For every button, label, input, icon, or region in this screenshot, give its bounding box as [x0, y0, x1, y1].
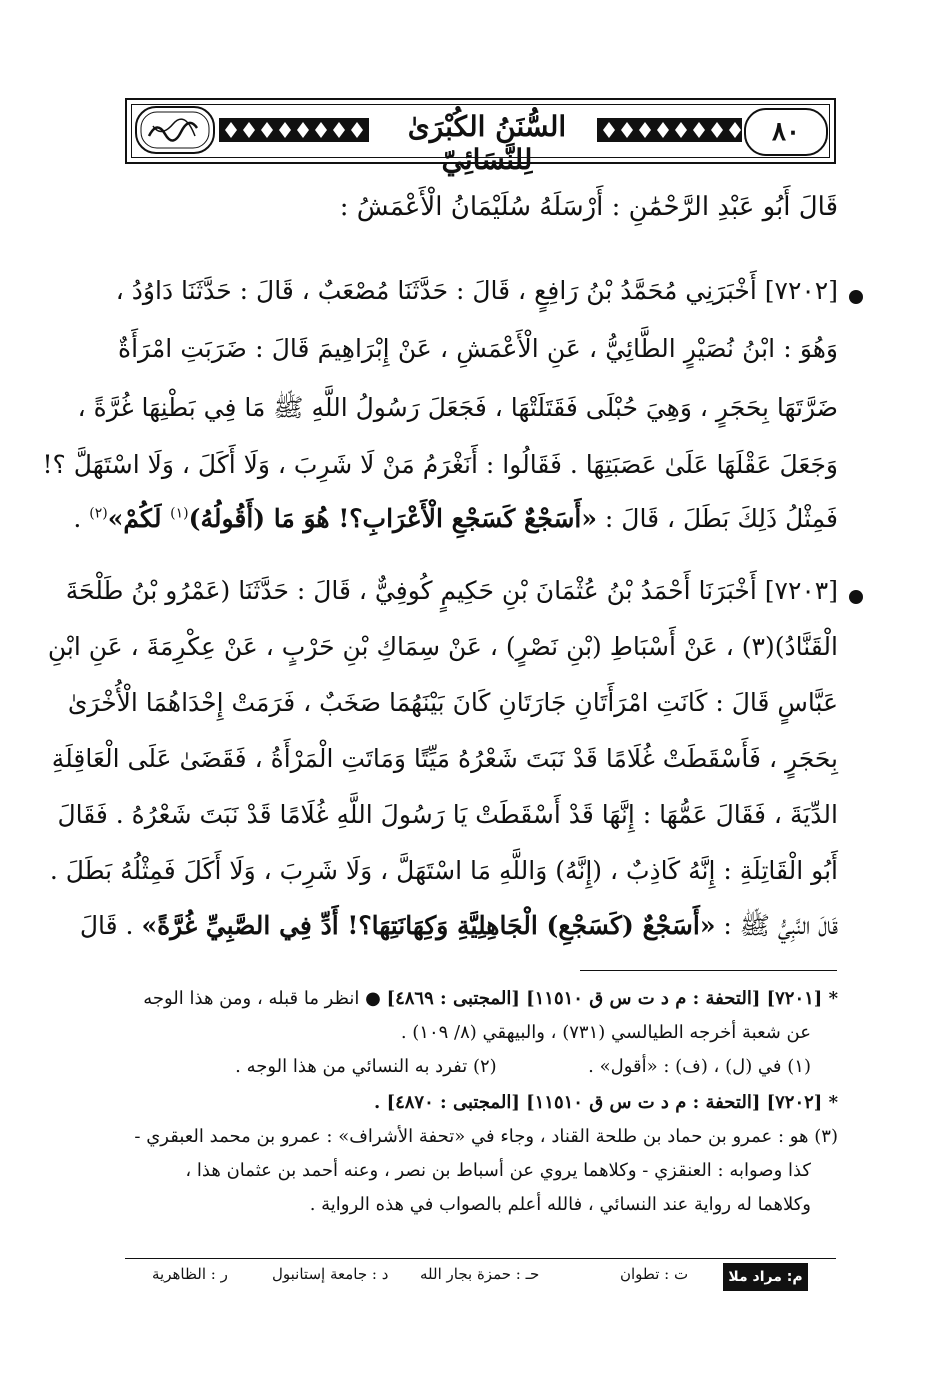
- hadith-7202-line-3: ضَرَّتَهَا بِحَجَرٍ ، وَهِيَ حُبْلَى فَقَتَلَتْهَا ، فَجَعَلَ رَسُولُ اللَّهِ ﷺ مَا فِي بَطْنِهَا غُرَّةً ،: [77, 393, 838, 422]
- footnote-marker-1: (١): [170, 505, 189, 522]
- hadith-7203-line-5: الدِّيَةَ ، فَقَالَ عَمُّهَا : إِنَّهَا قَدْ أَسْقَطَتْ يَا رَسُولَ اللَّهِ غُلَامًا قَدْ نَبَتَ شَعْرُهُ . فَقَالَ: [57, 800, 838, 829]
- footnote-7201-continued: عن شعبة أخرجه الطيالسي (٧٣١) ، والبيهقي (٨/ ١٠٩) .: [400, 1022, 811, 1043]
- footnote-1-2: [111, 1056, 811, 1077]
- siglum-r: ر : الظاهرية: [152, 1265, 228, 1283]
- hadith-7203-line-3: عَبَّاسٍ قَالَ : كَانَتِ امْرَأَتَانِ جَارَتَانِ كَانَ بَيْنَهُمَا صَخَبٌ ، فَرَمَتْ إِحْدَاهُمَا الْأُخْرَىٰ: [67, 688, 838, 717]
- intro-statement: قَالَ أَبُو عَبْدِ الرَّحْمَٰنِ : أَرْسَلَهُ سُلَيْمَانُ الْأَعْمَشُ :: [339, 192, 838, 222]
- footnote-separator: [580, 970, 837, 971]
- hadith-7203-last-suffix: . قَالَ: [79, 911, 142, 940]
- siglum-t: ت : تطوان: [620, 1265, 689, 1283]
- hadith-7203-line-2: الْقَنَّادُ)(٣) ، عَنْ أَسْبَاطِ (بْنِ نَصْرٍ) ، عَنْ سِمَاكِ بْنِ حَرْبٍ ، عَنْ عِكْرِمَةَ ، عَنِ ابْنِ: [47, 632, 838, 661]
- hadith-7203-line-1: [٧٢٠٣] أَخْبَرَنَا أَحْمَدُ بْنُ عُثْمَانَ بْنِ حَكِيمٍ كُوفِيٌّ ، قَالَ : حَدَّثَنَا (عَمْرُو بْنُ طَلْحَةَ: [65, 576, 838, 605]
- footnote-7202-ref: * [٧٢٠٢] [التحفة : م د ت س ق ١١٥١٠] [المجتبى : ٤٨٧٠] .: [374, 1092, 838, 1113]
- book-title: السُّنَنُ الكُبْرَىٰ لِلنَّسَائِيّ: [407, 110, 567, 176]
- hadith-7202-line-4: وَجَعَلَ عَقْلَهَا عَلَىٰ عَصَبَتِهَا . فَقَالُوا : أَنَغْرَمُ مَنْ لَا شَرِبَ ، وَلَا أَكَلَ ، وَلَا اسْتَهَلَّ ؟!: [42, 450, 838, 479]
- footnote-7201: [108, 988, 838, 1009]
- footnote-3-line-1: (٣) هو : عمرو بن حماد بن طلحة القناد ، وجاء في «تحفة الأشراف» : عمرو بن محمد العبقري -: [134, 1126, 838, 1147]
- ornament-band-left: [219, 118, 369, 142]
- footnote-7201-ref: * [٧٢٠١] [التحفة : م د ت س ق ١١٥١٠] [المجتبى : ٤٨٦٩]: [386, 988, 838, 1009]
- prophet-saying-1b: لَكُمْ»: [107, 504, 171, 533]
- footnote-3-line-3: وكلاهما له رواية عند النسائي ، فالله أعلم بالصواب في هذه الرواية .: [309, 1194, 811, 1215]
- manuscript-badge: م: مراد ملا: [723, 1263, 808, 1291]
- hadith-7203-bullet: [849, 590, 863, 604]
- hadith-7202-last-suffix: .: [73, 504, 90, 533]
- siglum-h: حـ : حمزة بجار الله: [420, 1265, 540, 1283]
- footnote-1: (١) في (ل) ، (ف) : «أقول» .: [588, 1056, 811, 1077]
- footnote-7201-note: ● انظر ما قبله ، ومن هذا الوجه: [143, 988, 381, 1009]
- page-number: ٨٠: [744, 108, 828, 156]
- hadith-7202-line-1: [٧٢٠٢] أَخْبَرَنِي مُحَمَّدُ بْنُ رَافِعٍ ، قَالَ : حَدَّثَنَا مُصْعَبٌ ، قَالَ : حَدَّثَنَا دَاوُدُ ،: [115, 276, 838, 305]
- hadith-7202-bullet: [849, 290, 863, 304]
- hadith-7202-line-5: [73, 504, 838, 533]
- hadith-7202-line-2: وَهُوَ : ابْنُ نُصَيْرٍ الطَّائِيُّ ، عَنِ الْأَعْمَشِ ، عَنْ إِبْرَاهِيمَ قَالَ : ضَرَبَتِ امْرَأَةٌ: [118, 334, 838, 363]
- prophet-saying-2: «أَسَجْعٌ (كَسَجْعِ) الْجَاهِلِيَّةِ وَكِهَانَتِهَا؟! أَدِّ فِي الصَّبِيِّ غُرَّةً»: [141, 911, 716, 940]
- footnote-3-line-2: كذا وصوابه : العنقزي - وكلاهما يروي عن أسباط بن نصر ، وعنه أحمد بن عثمان هذا ،: [185, 1160, 811, 1181]
- hadith-7203-last-prefix: قَالَ النَّبِيُّ ﷺ :: [715, 911, 838, 940]
- hadith-7203-line-7: [79, 910, 838, 947]
- hadith-7203-line-4: بِحَجَرٍ ، فَأَسْقَطَتْ غُلَامًا قَدْ نَبَتَ شَعْرُهُ مَيِّتًا وَمَاتَتِ الْمَرْأَةُ ، فَقَضَىٰ عَلَى الْعَاقِلَةِ: [51, 744, 838, 773]
- prophet-saying-1: «أَسَجْعٌ كَسَجْعِ الْأَعْرَابِ؟! هُوَ مَا (أَقُولُهُ): [188, 504, 597, 533]
- ornament-band-right: [597, 118, 742, 142]
- footnote-2: (٢) تفرد به النسائي من هذا الوجه .: [235, 1056, 497, 1077]
- footnote-marker-2: (٢): [89, 505, 108, 522]
- calligraphy-emblem-icon: [135, 106, 215, 154]
- page-header: [125, 98, 836, 176]
- siglum-d: د : جامعة إستانبول: [272, 1265, 389, 1283]
- hadith-7202-last-prefix: فَمِثْلُ ذَلِكَ بَطَلَ ، قَالَ :: [596, 504, 838, 533]
- bottom-separator: [125, 1258, 836, 1259]
- hadith-7203-line-6: أَبُو الْقَاتِلَةِ : إِنَّهُ كَاذِبٌ ، (إِنَّهُ) وَاللَّهِ مَا اسْتَهَلَّ ، وَلَا شَرِبَ ، وَلَا أَكَلَ فَمِثْلُهُ بَطَلَ .: [49, 856, 838, 885]
